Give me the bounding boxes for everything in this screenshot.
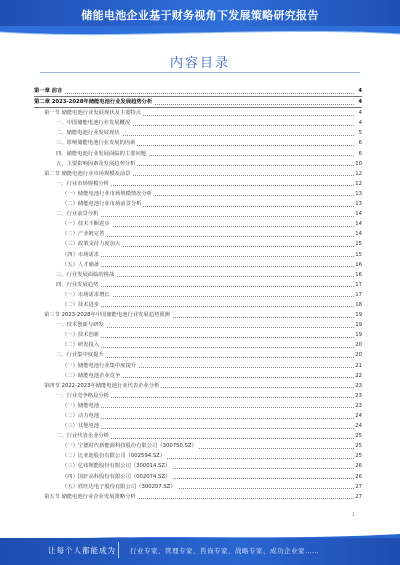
toc-entry[interactable] bbox=[34, 138, 362, 148]
toc-entry-label: （二）技术进步 bbox=[62, 300, 101, 310]
toc-entry[interactable] bbox=[34, 371, 362, 381]
toc-entry-page: 18 bbox=[354, 300, 362, 310]
toc-entry[interactable] bbox=[34, 189, 362, 199]
toc-entry-label: 二、行业前景分析 bbox=[56, 209, 100, 219]
toc-entry-page: 20 bbox=[354, 340, 362, 350]
toc-entry-label: （五）人才储备 bbox=[62, 260, 101, 270]
toc-list bbox=[34, 86, 362, 502]
toc-entry-label: （一）宁德时代新能源科技股份有限公司（300750.SZ） bbox=[62, 441, 199, 451]
toc-entry-page: 20 bbox=[354, 350, 362, 360]
toc-entry[interactable] bbox=[34, 229, 362, 239]
toc-entry-page: 25 bbox=[354, 431, 362, 441]
toc-entry-page: 22 bbox=[354, 371, 362, 381]
toc-entry[interactable] bbox=[34, 411, 362, 421]
toc-entry[interactable] bbox=[34, 310, 362, 320]
toc-entry-page: 4 bbox=[354, 97, 362, 107]
toc-entry-page: 25 bbox=[354, 451, 362, 461]
footer-slogan-right: 行业专家、管理专家、咨询专家、战略专家、成功企业家…… bbox=[130, 547, 319, 555]
toc-entry-page: 4 bbox=[354, 86, 362, 96]
toc-entry-label: 第一章 前言 bbox=[34, 86, 64, 96]
toc-leader-dots bbox=[34, 93, 354, 94]
toc-entry-page: 25 bbox=[354, 441, 362, 451]
toc-entry-label: （一）储能电池行业市场规模情况分析 bbox=[62, 189, 154, 199]
toc-entry-page: 27 bbox=[354, 492, 362, 502]
toc-entry[interactable] bbox=[34, 320, 362, 330]
toc-entry-label: 第二节 储能电池行业市场规模及前景 bbox=[44, 169, 132, 179]
toc-entry-label: （五）欣旺达电子股份有限公司（300207.SZ） bbox=[62, 482, 178, 492]
toc-entry[interactable] bbox=[34, 391, 362, 401]
toc-entry-page: 21 bbox=[354, 361, 362, 371]
toc-entry[interactable] bbox=[34, 270, 362, 280]
toc-entry[interactable] bbox=[34, 421, 362, 431]
toc-entry-page: 15 bbox=[354, 239, 362, 249]
toc-entry-label: （二）比亚迪股份有限公司（002594.SZ） bbox=[62, 451, 167, 461]
toc-entry-page: 17 bbox=[354, 290, 362, 300]
toc-entry[interactable] bbox=[34, 219, 362, 229]
toc-leader-dots bbox=[56, 286, 354, 287]
toc-entry-label: （一）技术不断进步 bbox=[62, 219, 112, 229]
toc-leader-dots bbox=[62, 256, 354, 257]
toc-entry[interactable] bbox=[34, 290, 362, 300]
toc-leader-dots bbox=[62, 428, 354, 429]
toc-entry-label: 二、行业集中度提升 bbox=[56, 350, 106, 360]
toc-entry[interactable] bbox=[34, 451, 362, 461]
footer-slogan-left: 让每个人都能成为 bbox=[48, 546, 116, 555]
toc-entry-page: 4 bbox=[354, 118, 362, 128]
toc-leader-dots bbox=[62, 306, 354, 307]
toc-entry-label: 一、中国储能电池行业发展概况 bbox=[56, 118, 132, 128]
toc-entry-page: 5 bbox=[354, 128, 362, 138]
toc-entry[interactable] bbox=[34, 431, 362, 441]
toc-entry-page: 12 bbox=[354, 179, 362, 189]
toc-entry[interactable] bbox=[34, 108, 362, 118]
toc-entry[interactable] bbox=[34, 118, 362, 128]
toc-entry-label: 二、储能电池行业发展现状 bbox=[56, 128, 122, 138]
report-title: 储能电池企业基于财务视角下发展策略研究报告 bbox=[81, 9, 319, 22]
toc-entry[interactable] bbox=[34, 149, 362, 159]
toc-entry-label: 二、行业代表企业分析 bbox=[56, 431, 111, 441]
toc-entry-page: 6 bbox=[354, 149, 362, 159]
page-number: 1 bbox=[352, 512, 355, 517]
toc-entry-label: （四）市场需求 bbox=[62, 250, 101, 260]
toc-entry-page: 26 bbox=[354, 472, 362, 482]
toc-entry-label: （三）政策支持力度加大 bbox=[62, 239, 122, 249]
toc-entry-label: （一）市场需求增长 bbox=[62, 290, 112, 300]
toc-entry-page: 19 bbox=[354, 330, 362, 340]
toc-entry-label: （一）储能电池行业集中度提升 bbox=[62, 361, 138, 371]
toc-entry[interactable] bbox=[34, 492, 362, 502]
toc-entry-page: 13 bbox=[354, 189, 362, 199]
toc-entry-page: 14 bbox=[354, 209, 362, 219]
toc-entry[interactable] bbox=[34, 300, 362, 310]
toc-entry-page: 23 bbox=[354, 381, 362, 391]
toc-entry-label: 第一节 储能电池行业发展现状及主要特点 bbox=[44, 108, 143, 118]
toc-entry-label: 第五节 储能电池行业企业发展策略分析 bbox=[44, 492, 138, 502]
toc-entry-page: 15 bbox=[354, 250, 362, 260]
toc-entry-label: （二）研发投入 bbox=[62, 340, 101, 350]
toc-entry-label: 一、行业竞争格局分析 bbox=[56, 391, 111, 401]
toc-entry-label: （二）动力电池 bbox=[62, 411, 101, 421]
toc-entry-label: （一）储能电池 bbox=[62, 401, 101, 411]
toc-entry-page: 19 bbox=[354, 310, 362, 320]
toc-entry-page: 13 bbox=[354, 199, 362, 209]
toc-leader-dots bbox=[62, 337, 354, 338]
toc-entry-label: 三、行业发展面临的挑战 bbox=[56, 270, 116, 280]
toc-entry-page: 14 bbox=[354, 229, 362, 239]
toc-entry-label: 一、技术创新与研发 bbox=[56, 320, 106, 330]
toc-entry-label: 五、主要影响因素及发展趋势分析 bbox=[56, 159, 137, 169]
toc-entry-page: 27 bbox=[354, 482, 362, 492]
toc-entry[interactable] bbox=[34, 260, 362, 270]
toc-entry-page: 24 bbox=[354, 411, 362, 421]
toc-entry[interactable] bbox=[34, 169, 362, 179]
toc-entry-page: 14 bbox=[354, 219, 362, 229]
toc-entry[interactable] bbox=[34, 350, 362, 360]
toc-entry[interactable] bbox=[34, 97, 362, 108]
toc-entry[interactable] bbox=[34, 128, 362, 138]
toc-entry-page: 23 bbox=[354, 391, 362, 401]
toc-entry-label: 四、储能电池行业发展面临的主要问题 bbox=[56, 149, 148, 159]
toc-entry[interactable] bbox=[34, 86, 362, 97]
toc-entry-page: 16 bbox=[354, 260, 362, 270]
toc-entry-label: （二）储能电池企业竞争 bbox=[62, 371, 122, 381]
toc-leader-dots bbox=[62, 418, 354, 419]
toc-entry-page: 16 bbox=[354, 270, 362, 280]
toc-entry-page: 6 bbox=[354, 138, 362, 148]
toc-entry-label: （四）国轩高科股份有限公司（002074.SZ） bbox=[62, 472, 172, 482]
toc-entry-page: 24 bbox=[354, 421, 362, 431]
toc-entry[interactable] bbox=[34, 209, 362, 219]
toc-entry-label: 第三节 2023-2028年中国储能电池行业发展趋势预测 bbox=[44, 310, 172, 320]
toc-entry[interactable] bbox=[34, 280, 362, 290]
toc-entry-label: 三、影响储能电池行业发展的因素 bbox=[56, 138, 137, 148]
toc-entry[interactable] bbox=[34, 199, 362, 209]
toc-entry-page: 26 bbox=[354, 461, 362, 471]
toc-leader-dots bbox=[62, 407, 354, 408]
toc-entry-label: （三）亿纬锂能股份有限公司（300014.SZ） bbox=[62, 461, 172, 471]
toc-entry[interactable] bbox=[34, 159, 362, 169]
toc-entry[interactable] bbox=[34, 441, 362, 451]
toc-entry-label: （二）产业链完善 bbox=[62, 229, 106, 239]
toc-entry-label: 一、行业市场规模分析 bbox=[56, 179, 111, 189]
toc-entry-label: 四、行业发展趋势 bbox=[56, 280, 100, 290]
toc-entry[interactable] bbox=[34, 250, 362, 260]
toc-entry[interactable] bbox=[34, 340, 362, 350]
toc-entry[interactable] bbox=[34, 461, 362, 471]
toc-divider bbox=[40, 72, 360, 73]
toc-entry-page: 12 bbox=[354, 169, 362, 179]
toc-entry[interactable] bbox=[34, 179, 362, 189]
toc-entry-page: 10 bbox=[354, 159, 362, 169]
toc-entry[interactable] bbox=[34, 472, 362, 482]
toc-heading: 内容目录 bbox=[169, 56, 230, 71]
toc-leader-dots bbox=[62, 266, 354, 267]
toc-leader-dots bbox=[56, 216, 354, 217]
toc-entry-label: （一）技术创新 bbox=[62, 330, 101, 340]
toc-entry-page: 23 bbox=[354, 401, 362, 411]
toc-leader-dots bbox=[62, 347, 354, 348]
toc-entry[interactable] bbox=[34, 401, 362, 411]
toc-entry[interactable] bbox=[34, 330, 362, 340]
toc-entry-label: （二）储能电池行业市场前景分析 bbox=[62, 199, 143, 209]
toc-entry-label: 第四节 2022-2023年储能电池行业代表企业分析 bbox=[44, 381, 161, 391]
toc-entry[interactable] bbox=[34, 482, 362, 492]
toc-entry-label: 第二章 2023-2028年储能电池行业发展趋势分析 bbox=[34, 97, 154, 107]
toc-entry-label: （三）其他电池 bbox=[62, 421, 101, 431]
toc-entry-page: 17 bbox=[354, 280, 362, 290]
toc-entry[interactable] bbox=[34, 239, 362, 249]
toc-entry-page: 19 bbox=[354, 320, 362, 330]
toc-entry[interactable] bbox=[34, 361, 362, 371]
toc-entry-page: 4 bbox=[354, 108, 362, 118]
footer-divider bbox=[118, 542, 119, 558]
toc-entry[interactable] bbox=[34, 381, 362, 391]
